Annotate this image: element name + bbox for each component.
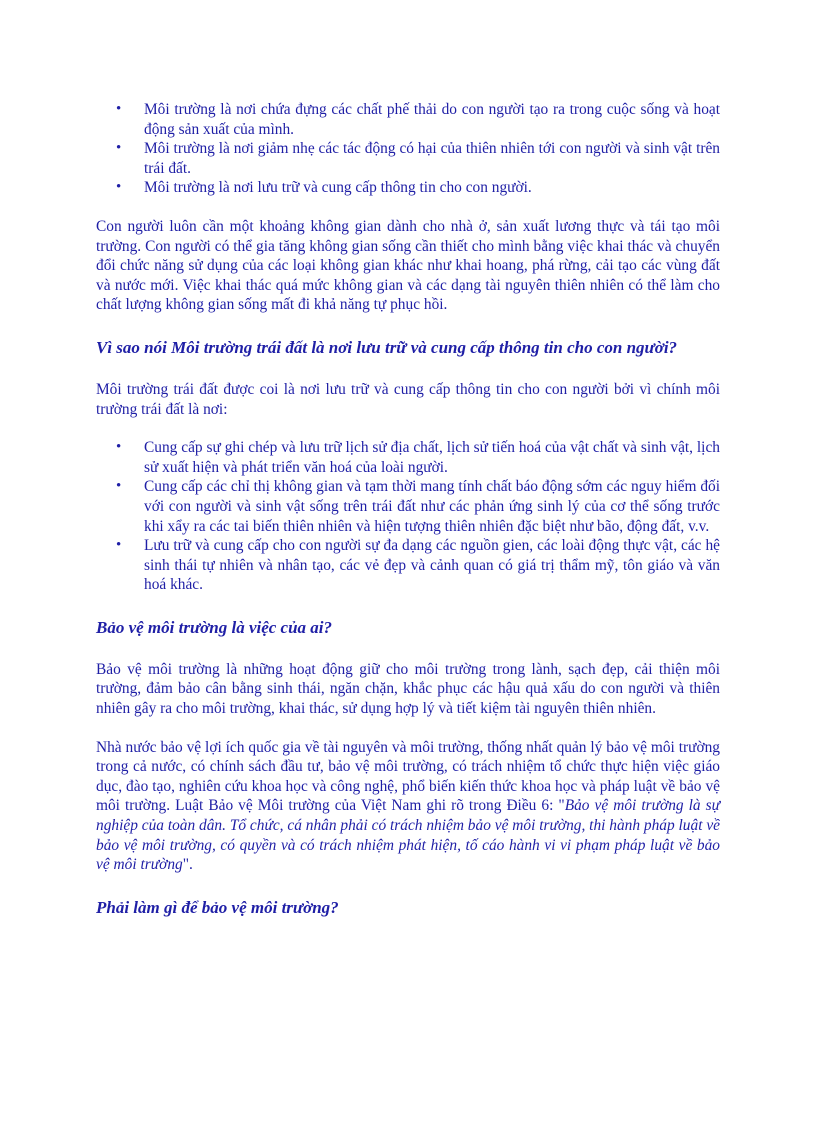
list-item: • Môi trường là nơi lưu trữ và cung cấp thông tin cho con người. [144,178,720,198]
list-item: • Cung cấp sự ghi chép và lưu trữ lịch sử địa chất, lịch sử tiến hoá của vật chất và sinh vật, lịch sử xuất hiện và phát triển văn hoá của loài người. [144,438,720,477]
paragraph-protection-definition: Bảo vệ môi trường là những hoạt động giữ cho môi trường trong lành, sạch đẹp, cải thiện môi trường, đảm bảo cân bằng sinh thái, ngăn chặn, khắc phục các hậu quả xấu do con người và thiên nhiên gây ra cho môi trường, khai thác, sử dụng hợp lý và tiết kiệm tài nguyên thiên nhiên. [96,660,720,718]
list-item: • Cung cấp các chỉ thị không gian và tạm thời mang tính chất báo động sớm các nguy hiểm đối với con người và sinh vật sống trên trái đất như các phản ứng sinh lý của cơ thể sống trước khi xẩy ra các tai biến thiên nhiên và hiện tượng thiên nhiên đặc biệt như bão, động đất, v.v. [144,477,720,536]
paragraph-lead-text: Nhà nước bảo vệ lợi ích quốc gia về tài nguyên và môi trường, thống nhất quản lý bảo vệ môi trường trong cả nước, có chính sách đầu tư, bảo vệ môi trường, có trách nhiệm tổ chức thực hiện việc giáo dục, đào tạo, nghiên cứu khoa học và công nghệ, phổ biến kiến thức khoa học và pháp luật về bảo vệ môi trường. Luật Bảo vệ Môi trường của Việt Nam ghi rõ trong Điều 6: " [96,738,720,815]
list-item: • Môi trường là nơi chứa đựng các chất phế thải do con người tạo ra trong cuộc sống và hoạt động sản xuất của mình. [144,100,720,139]
list-item: • Lưu trữ và cung cấp cho con người sự đa dạng các nguồn gien, các loài động thực vật, các hệ sinh thái tự nhiên và nhân tạo, các vẻ đẹp và cảnh quan có giá trị thẩm mỹ, tôn giáo và văn hoá khác. [144,536,720,595]
paragraph-information-intro: Môi trường trái đất được coi là nơi lưu trữ và cung cấp thông tin cho con người bởi vì chính môi trường trái đất là nơi: [96,380,720,418]
list-item: • Môi trường là nơi giảm nhẹ các tác động có hại của thiên nhiên tới con người và sinh vật trên trái đất. [144,139,720,178]
bullet-list-information-roles [96,438,720,595]
law-quote: Bảo vệ môi trường là sự nghiệp của toàn dân. Tổ chức, cá nhân phải có trách nhiệm bảo vệ môi trường, thi hành pháp luật về bảo vệ môi trường, có quyền và có trách nhiệm phát hiện, tố cáo hành vi vi phạm pháp luật về bảo vệ môi trường [96,797,720,874]
document-page [96,100,720,918]
heading-what-to-do: Phải làm gì để bảo vệ môi trường? [96,897,339,917]
heading-whose-responsibility: Bảo vệ môi trường là việc của ai? [96,617,333,637]
bullet-list-environment-functions [96,100,720,198]
paragraph-living-space: Con người luôn cần một khoảng không gian dành cho nhà ở, sản xuất lương thực và tái tạo môi trường. Con người có thể gia tăng không gian sống cần thiết cho mình bằng việc khai thác và chuyển đổi chức năng sử dụng của các loại không gian khác như khai hoang, phá rừng, cải tạo các vùng đất và nước mới. Việc khai thác quá mức không gian và các dạng tài nguyên thiên nhiên có thể làm cho chất lượng không gian sống mất đi khả năng tự phục hồi. [96,217,720,314]
paragraph-state-responsibility [96,738,720,875]
heading-information-storage: Vì sao nói Môi trường trái đất là nơi lưu trữ và cung cấp thông tin cho con người? [96,337,678,357]
paragraph-tail-text: ". [182,856,193,874]
